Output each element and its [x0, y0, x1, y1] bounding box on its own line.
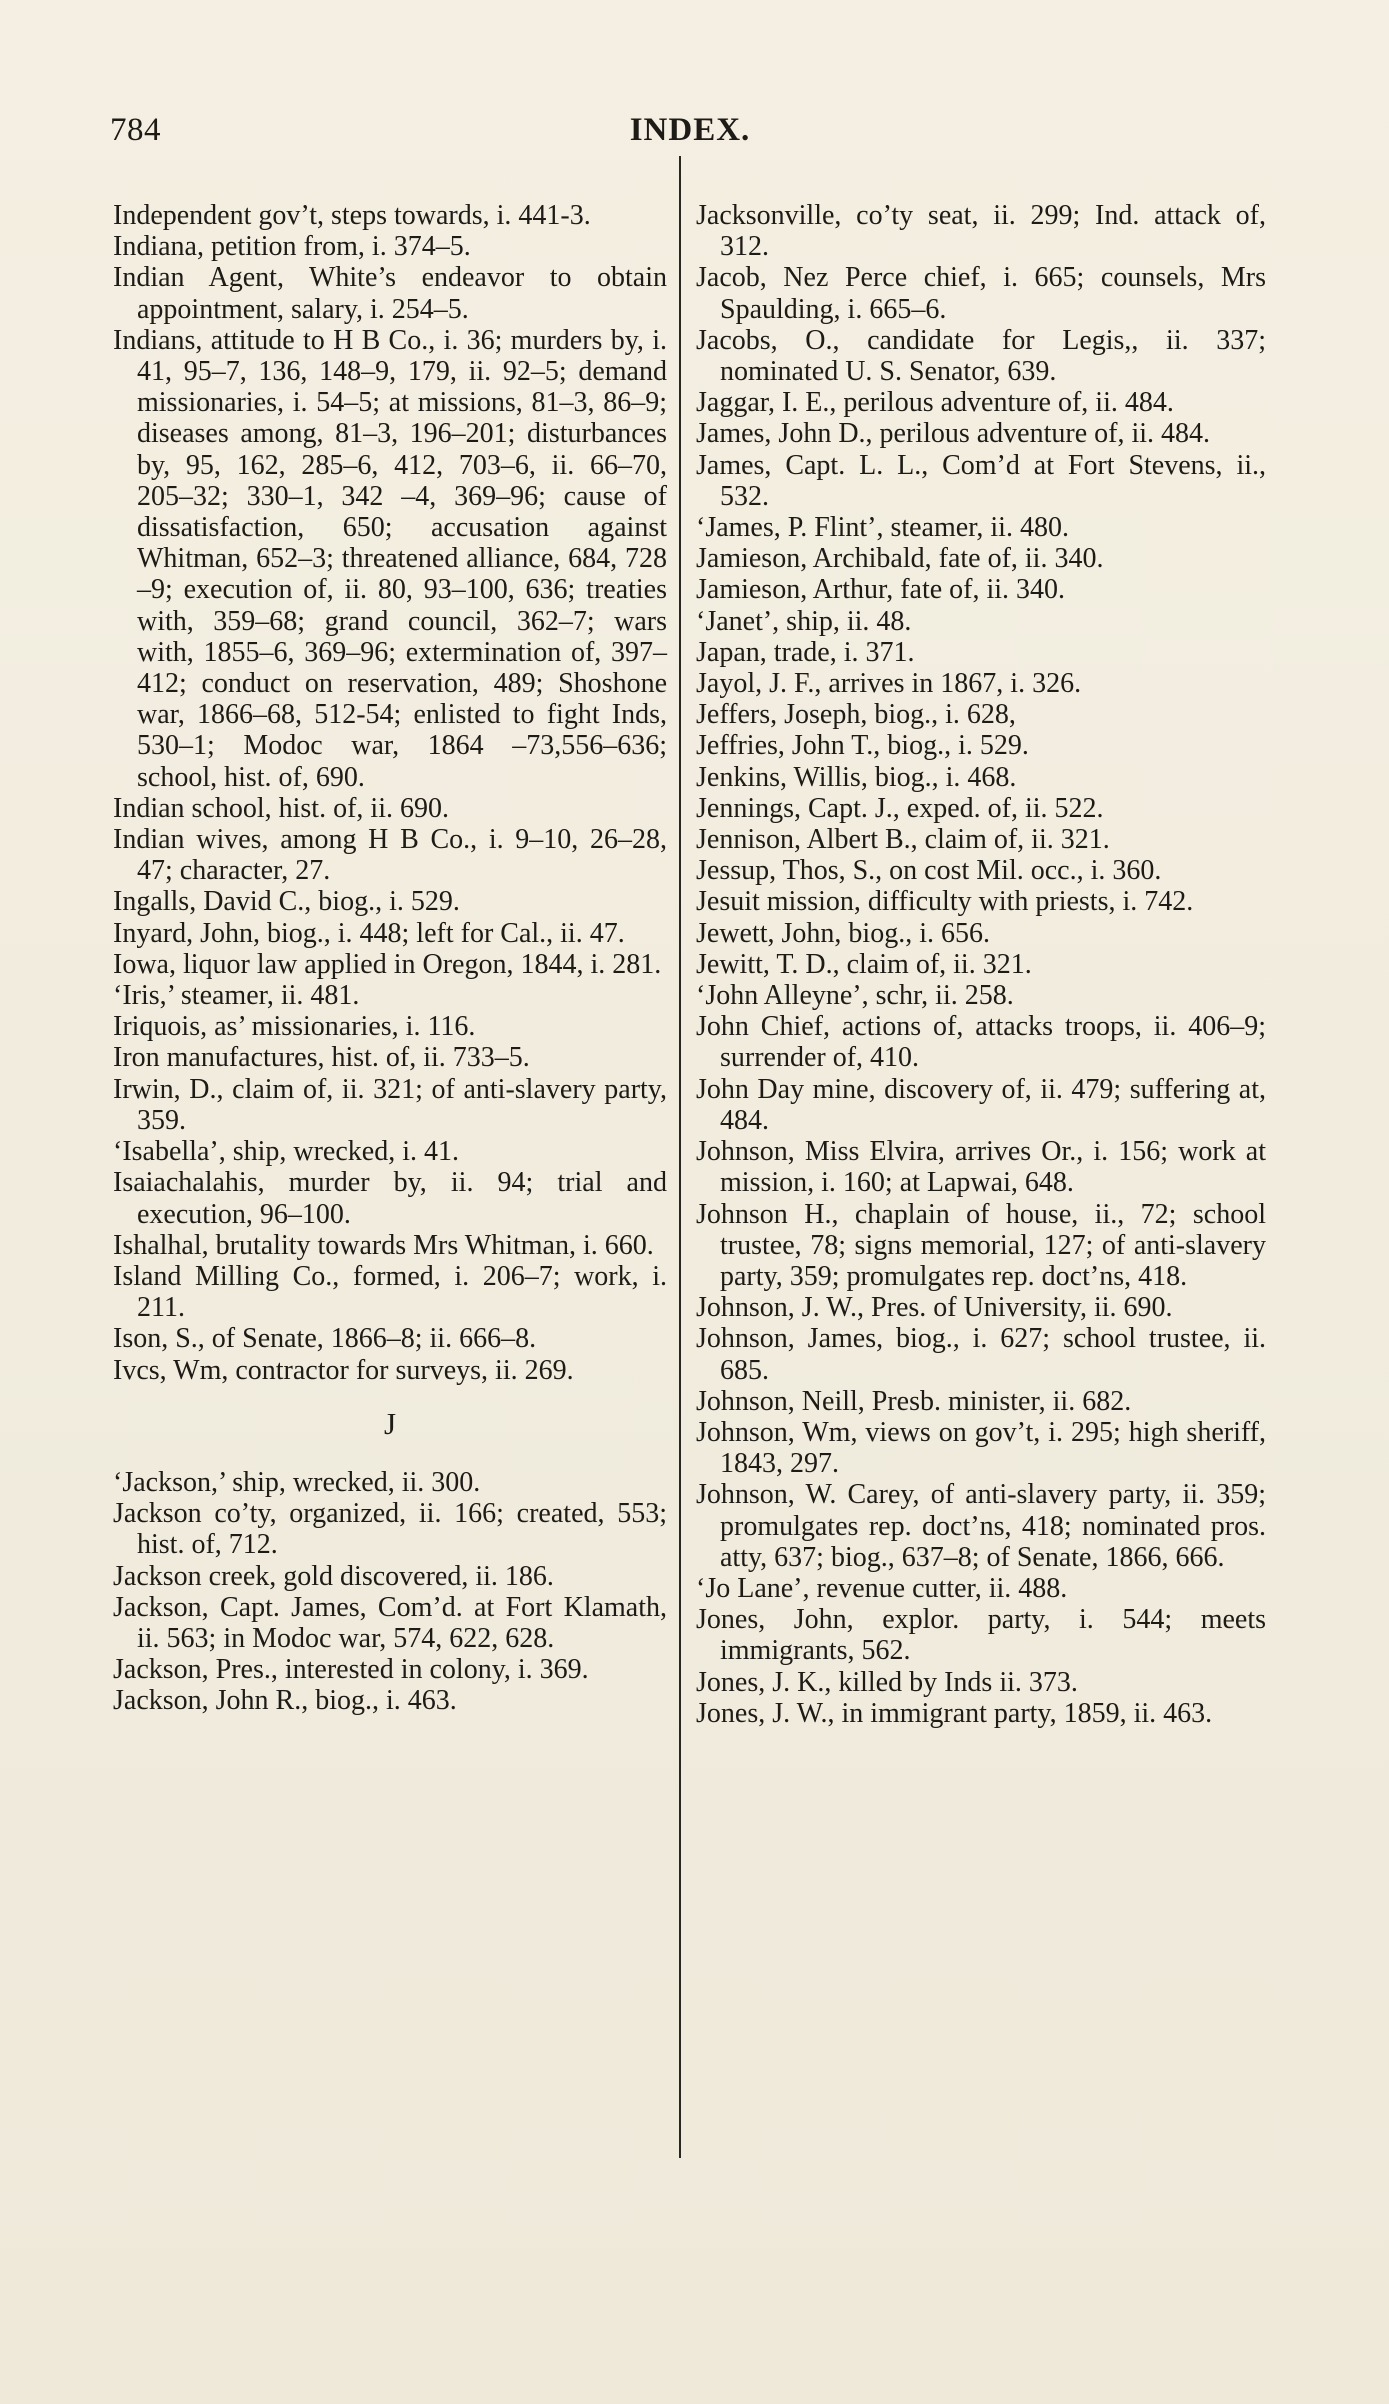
index-entry: ‘James, P. Flint’, steamer, ii. 480. [696, 512, 1069, 544]
index-entry: John Day mine, discovery of, ii. 479; suffering at, 484. [696, 1073, 1266, 1136]
index-entry: Jennings, Capt. J., exped. of, ii. 522. [696, 792, 1104, 824]
index-entry: Ishalhal, brutality towards Mrs Whitman, i. 660. [113, 1229, 654, 1261]
index-entry: ‘Isabella’, ship, wrecked, i. 41. [113, 1136, 459, 1168]
index-entry: Johnson H., chaplain of house, ii., 72; school trustee, 78; signs memorial, 127; of anti-slavery party, 359; promulgates rep. doct’ns, 418. [696, 1198, 1266, 1292]
index-entry: Iron manufactures, hist. of, ii. 733–5. [113, 1042, 530, 1074]
index-entry: Jones, John, explor. party, i. 544; meets immigrants, 562. [696, 1604, 1266, 1667]
entries-j [113, 1467, 667, 1717]
index-entry: Jeffers, Joseph, biog., i. 628, [696, 699, 1016, 731]
index-entry: Isaiachalahis, murder by, ii. 94; trial and execution, 96–100. [113, 1167, 667, 1230]
index-entry: Ivcs, Wm, contractor for surveys, ii. 269. [113, 1354, 574, 1386]
index-entry: Indiana, petition from, i. 374–5. [113, 231, 471, 263]
index-entry: Jewitt, T. D., claim of, ii. 321. [696, 948, 1032, 980]
index-entry: ‘John Alleyne’, schr, ii. 258. [696, 980, 1014, 1012]
page-number: 784 [110, 112, 161, 148]
header-title: INDEX. [629, 112, 751, 148]
index-entry: Johnson, W. Carey, of anti-slavery party, ii. 359; promulgates rep. doct’ns, 418; nominated pros. atty, 637; biog., 637–8; of Senate, 1866, 666. [696, 1479, 1266, 1573]
index-entry: Jayol, J. F., arrives in 1867, i. 326. [696, 668, 1082, 700]
index-entry: Island Milling Co., formed, i. 206–7; work, i. 211. [113, 1260, 667, 1324]
entries-i [113, 200, 667, 1386]
index-entry: James, Capt. L. L., Com’d at Fort Stevens, ii., 532. [696, 449, 1266, 512]
index-entry: Jessup, Thos, S., on cost Mil. occ., i. 360. [696, 855, 1162, 887]
running-head [110, 112, 1270, 152]
index-entry: ‘Jackson,’ ship, wrecked, ii. 300. [113, 1466, 481, 1498]
index-column-right [696, 200, 1266, 1729]
index-entry: Inyard, John, biog., i. 448; left for Cal., ii. 47. [113, 917, 625, 949]
index-entry: Jones, J. K., killed by Inds ii. 373. [696, 1666, 1078, 1698]
index-entry: Johnson, Miss Elvira, arrives Or., i. 156; work at mission, i. 160; at Lapwai, 648. [696, 1136, 1266, 1199]
index-entry: ‘Jo Lane’, revenue cutter, ii. 488. [696, 1572, 1068, 1604]
index-entry: Jenkins, Willis, biog., i. 468. [696, 761, 1017, 793]
index-entry: Jamieson, Arthur, fate of, ii. 340. [696, 574, 1066, 606]
index-entry: Johnson, Neill, Presb. minister, ii. 682. [696, 1385, 1132, 1417]
index-entry: Iowa, liquor law applied in Oregon, 1844, i. 281. [113, 948, 662, 980]
index-entry: Jacob, Nez Perce chief, i. 665; counsels, Mrs Spaulding, i. 665–6. [696, 262, 1266, 325]
index-column-left [113, 200, 667, 1717]
index-entry: Jaggar, I. E., perilous adventure of, ii. 484. [696, 387, 1174, 419]
index-entry: John Chief, actions of, attacks troops, ii. 406–9; surrender of, 410. [696, 1011, 1266, 1074]
index-entry: Jackson co’ty, organized, ii. 166; created, 553; hist. of, 712. [113, 1498, 667, 1561]
index-entry: ‘Janet’, ship, ii. 48. [696, 605, 912, 637]
index-entry: Indian Agent, White’s endeavor to obtain appointment, salary, i. 254–5. [113, 262, 667, 325]
index-entry: Jeffries, John T., biog., i. 529. [696, 730, 1029, 762]
index-entry: Irwin, D., claim of, ii. 321; of anti-slavery party, 359. [113, 1073, 667, 1136]
column-divider [679, 156, 681, 2158]
index-entry: Jackson, Pres., interested in colony, i. 369. [113, 1654, 589, 1686]
index-entry: Independent gov’t, steps towards, i. 441-3. [113, 200, 591, 231]
index-entry: Jackson creek, gold discovered, ii. 186. [113, 1560, 554, 1592]
index-entry: Jackson, Capt. James, Com’d. at Fort Klamath, ii. 563; in Modoc war, 574, 622, 628. [113, 1591, 667, 1654]
section-letter-heading: J [383, 1405, 397, 1441]
index-entry: Jones, J. W., in immigrant party, 1859, ii. 463. [696, 1697, 1213, 1729]
index-entry: Ingalls, David C., biog., i. 529. [113, 886, 460, 918]
index-entry: Johnson, Wm, views on gov’t, i. 295; high sheriff, 1843, 297. [696, 1416, 1266, 1480]
index-entry: James, John D., perilous adventure of, ii. 484. [696, 418, 1211, 450]
index-entry: Jewett, John, biog., i. 656. [696, 917, 990, 949]
index-entry: Johnson, J. W., Pres. of University, ii. 690. [696, 1292, 1173, 1324]
index-entry: Indians, attitude to H B Co., i. 36; murders by, i. 41, 95–7, 136, 148–9, 179, ii. 92–5; demand missionaries, i. 54–5; at missions, 81–3, 86–9; diseases among, 81–3, 196–201; disturbances by, 95, 162, 285–6, 412, 703–6, ii. 66–70, 205–32; 330–1, 342 –4, 369–96; cause of dissatisfaction, 650; accusation against Whitman, 652–3; threatened alliance, 684, 728 –9; execution of, ii. 80, 93–100, 636; treaties with, 359–68; grand council, 362–7; wars with, 1855–6, 369–96; extermination of, 397–412; conduct on reservation, 489; Shoshone war, 1866–68, 512-54; enlisted to fight Inds, 530–1; Modoc war, 1864 –73,556–636; school, hist. of, 690. [113, 324, 667, 793]
index-entry: ‘Iris,’ steamer, ii. 481. [113, 980, 360, 1012]
index-entry: Japan, trade, i. 371. [696, 636, 915, 668]
index-entry: Jennison, Albert B., claim of, ii. 321. [696, 824, 1110, 856]
index-entry: Ison, S., of Senate, 1866–8; ii. 666–8. [113, 1323, 537, 1355]
index-entry: Jacobs, O., candidate for Legis,, ii. 337; nominated U. S. Senator, 639. [696, 324, 1266, 388]
index-entry: Jesuit mission, difficulty with priests, i. 742. [696, 886, 1194, 918]
index-entry: Jackson, John R., biog., i. 463. [113, 1685, 457, 1717]
index-entry: Jamieson, Archibald, fate of, ii. 340. [696, 543, 1104, 575]
index-entry: Johnson, James, biog., i. 627; school trustee, ii. 685. [696, 1323, 1266, 1386]
index-entry: Iriquois, as’ missionaries, i. 116. [113, 1011, 476, 1043]
index-entry: Indian wives, among H B Co., i. 9–10, 26–28, 47; character, 27. [113, 824, 667, 887]
index-entry: Indian school, hist. of, ii. 690. [113, 792, 449, 824]
index-entry: Jacksonville, co’ty seat, ii. 299; Ind. attack of, 312. [696, 200, 1266, 263]
